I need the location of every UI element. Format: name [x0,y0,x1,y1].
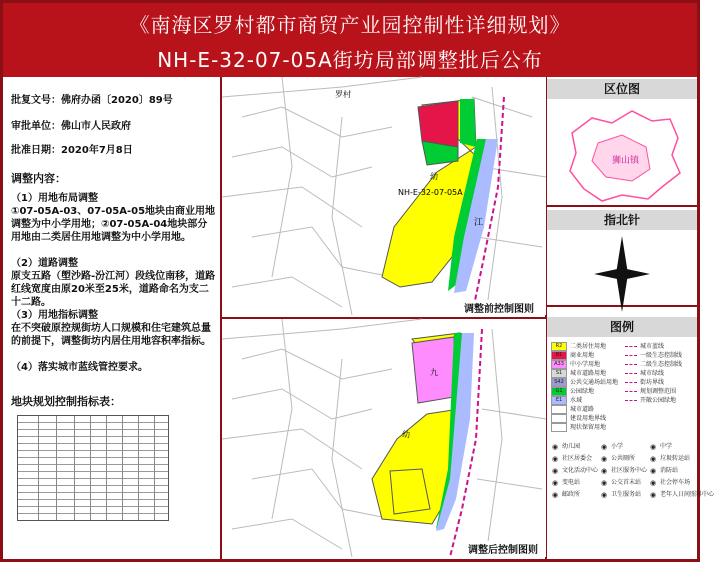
facility-label: 公共厕所 [611,455,636,462]
facility-icon: ◉ [600,454,608,463]
legend-label: 中小学用地 [570,361,601,368]
legend-line-label: 城市绿线 [640,370,665,377]
legend-line-sample [625,364,637,365]
legend-swatch: R2 [551,342,567,351]
approval-number: 批复文号：佛府办函〔2020〕89号 [11,95,173,106]
map-before [222,77,546,315]
legend-facility-item [551,453,592,463]
legend-line-label: 街坊界线 [640,379,665,386]
facility-icon: ◉ [649,442,657,451]
legend-facility-item [600,489,641,499]
river-label-before: 江 [474,218,484,228]
legend-facility-item [649,465,678,475]
facility-label: 幼儿园 [562,443,581,450]
legend-facility-item [649,489,714,499]
legend-label: 公共交通场站用地 [570,379,619,386]
adjust-item-2-body: 原支五路（塱沙路-汾江河）段线位南移，道路红线宽度由原20米至25米，道路命名为支二十二路。 [11,271,216,308]
facility-icon: ◉ [551,478,559,487]
facility-label: 卫生服务站 [611,491,642,498]
facility-icon: ◉ [649,466,657,475]
map-after [222,319,546,557]
legend-facility-item [649,441,672,451]
facility-label: 社区服务中心 [611,467,648,474]
legend-swatch: G1 [551,387,567,396]
legend-line-sample [625,400,637,401]
legend-line-sample [625,382,637,383]
legend-label: 二类居住用地 [570,343,607,350]
legend-line-label: 一级生态控制线 [640,352,683,359]
facility-label: 社会停车场 [660,479,691,486]
info-panel [3,77,221,559]
legend-line-sample [625,355,637,356]
facility-label: 公交首末站 [611,479,642,486]
legend-line-item [625,377,664,386]
facility-label: 文化活动中心 [562,467,599,474]
north-arrow-icon [592,234,652,314]
facility-icon: ◉ [649,490,657,499]
legend-line-item [625,395,676,404]
facility-icon: ◉ [600,478,608,487]
legend-facility-item [551,441,580,451]
legend [551,341,714,556]
village-label-before: 罗村 [335,90,351,99]
legend-line-label: 城市蓝线 [640,343,665,350]
legend-line-item [625,350,682,359]
legend-line-item [625,359,682,368]
legend-facility-item [649,453,690,463]
approval-unit: 审批单位：佛山市人民政府 [11,121,131,132]
legend-swatch: B1 [551,351,567,360]
facility-label: 小学 [611,443,624,450]
approval-date: 批准日期：2020年7月8日 [11,145,133,156]
facility-icon: ◉ [551,454,559,463]
facility-icon: ◉ [551,442,559,451]
legend-swatch [551,423,567,432]
legend-facility-item [600,453,635,463]
map-after-drawing [222,319,546,557]
legend-item [551,422,606,432]
adjust-item-3-title: （3）用地指标调整 [11,310,98,321]
title-line-2: NH-E-32-07-05A街坊局部调整批后公布 [157,48,543,72]
legend-line-label: 规划调整范围 [640,388,677,395]
facility-label: 变电站 [562,479,581,486]
facility-icon: ◉ [551,466,559,475]
legend-facility-item [649,477,690,487]
legend-facility-item [600,441,623,451]
legend-facility-item [551,477,580,487]
facility-icon: ◉ [551,490,559,499]
legend-swatch: A33 [551,360,567,369]
location-header: 区位图 [547,79,697,99]
legend-swatch: E1 [551,396,567,405]
adjust-item-4-title: （4）落实城市蓝线管控要求。 [11,362,148,373]
adjust-item-1-title: （1）用地布局调整 [11,193,98,204]
block-label-before: NH-E-32-07-05A [398,188,463,197]
adjust-item-3-body: 在不突破原控规街坊人口规模和住宅建筑总量的前提下，调整街坊内居住用地容积率指标。 [11,323,211,347]
legend-label: 公园绿地 [570,388,595,395]
legend-label: 建设用地界线 [570,415,607,422]
map-before-drawing [222,77,546,315]
legend-label: 现状保留用地 [570,424,607,431]
legend-line-label: 二级生态控制线 [640,361,683,368]
facility-label: 邮政所 [562,491,581,498]
legend-header: 图例 [547,317,697,337]
legend-line-label: 开敞公园绿地 [640,397,677,404]
title-banner [3,3,697,77]
school-label-after: 幼 [402,430,410,439]
facility-label: 社区居委会 [562,455,593,462]
adjust-item-2-title: （2）道路调整 [11,258,78,269]
legend-swatch: S42 [551,378,567,387]
facility-label: 消防站 [660,467,679,474]
facility-label: 老年人日间照料中心 [660,491,714,498]
legend-line-item [625,386,676,395]
legend-facility-item [600,477,641,487]
legend-label: 商业用地 [570,352,595,359]
adjust-heading: 调整内容： [11,172,66,185]
compass-header: 指北针 [547,210,697,230]
facility-icon: ◉ [649,478,657,487]
location-map [552,103,692,207]
facility-label: 垃圾转运站 [660,455,691,462]
legend-label: 城市道路 [570,406,595,413]
legend-facility-item [551,489,580,499]
side-panel [547,77,714,559]
location-label: 狮山镇 [612,156,640,166]
facility-icon: ◉ [649,454,657,463]
adjust-item-1-body: ①07-05A-03、07-05A-05地块由商业用地调整为中小学用地；②07-05A-04地块部分用地由二类居住用地调整为中小学用地。 [11,206,216,243]
legend-label: 城市道路用地 [570,370,607,377]
index-table-heading: 地块规划控制指标表： [11,395,121,408]
legend-line-item [625,341,664,350]
legend-facility-item [551,465,598,475]
legend-line-sample [625,373,637,374]
facility-icon: ◉ [600,466,608,475]
legend-facility-item [600,465,647,475]
index-table [17,415,169,521]
park-label-after: 九 [430,368,438,377]
facility-icon: ◉ [600,490,608,499]
school-label-before: 幼 [430,172,438,181]
legend-label: 水域 [570,397,583,404]
title-line-1: 《南海区罗村都市商贸产业园控制性详细规划》 [129,13,571,37]
facility-icon: ◉ [600,442,608,451]
legend-swatch: S1 [551,369,567,378]
legend-line-sample [625,346,637,347]
map-before-caption: 调整前控制图则 [462,300,536,315]
legend-line-sample [625,391,637,392]
map-after-caption: 调整后控制图则 [466,541,540,556]
legend-line-item [625,368,664,377]
facility-label: 中学 [660,443,673,450]
